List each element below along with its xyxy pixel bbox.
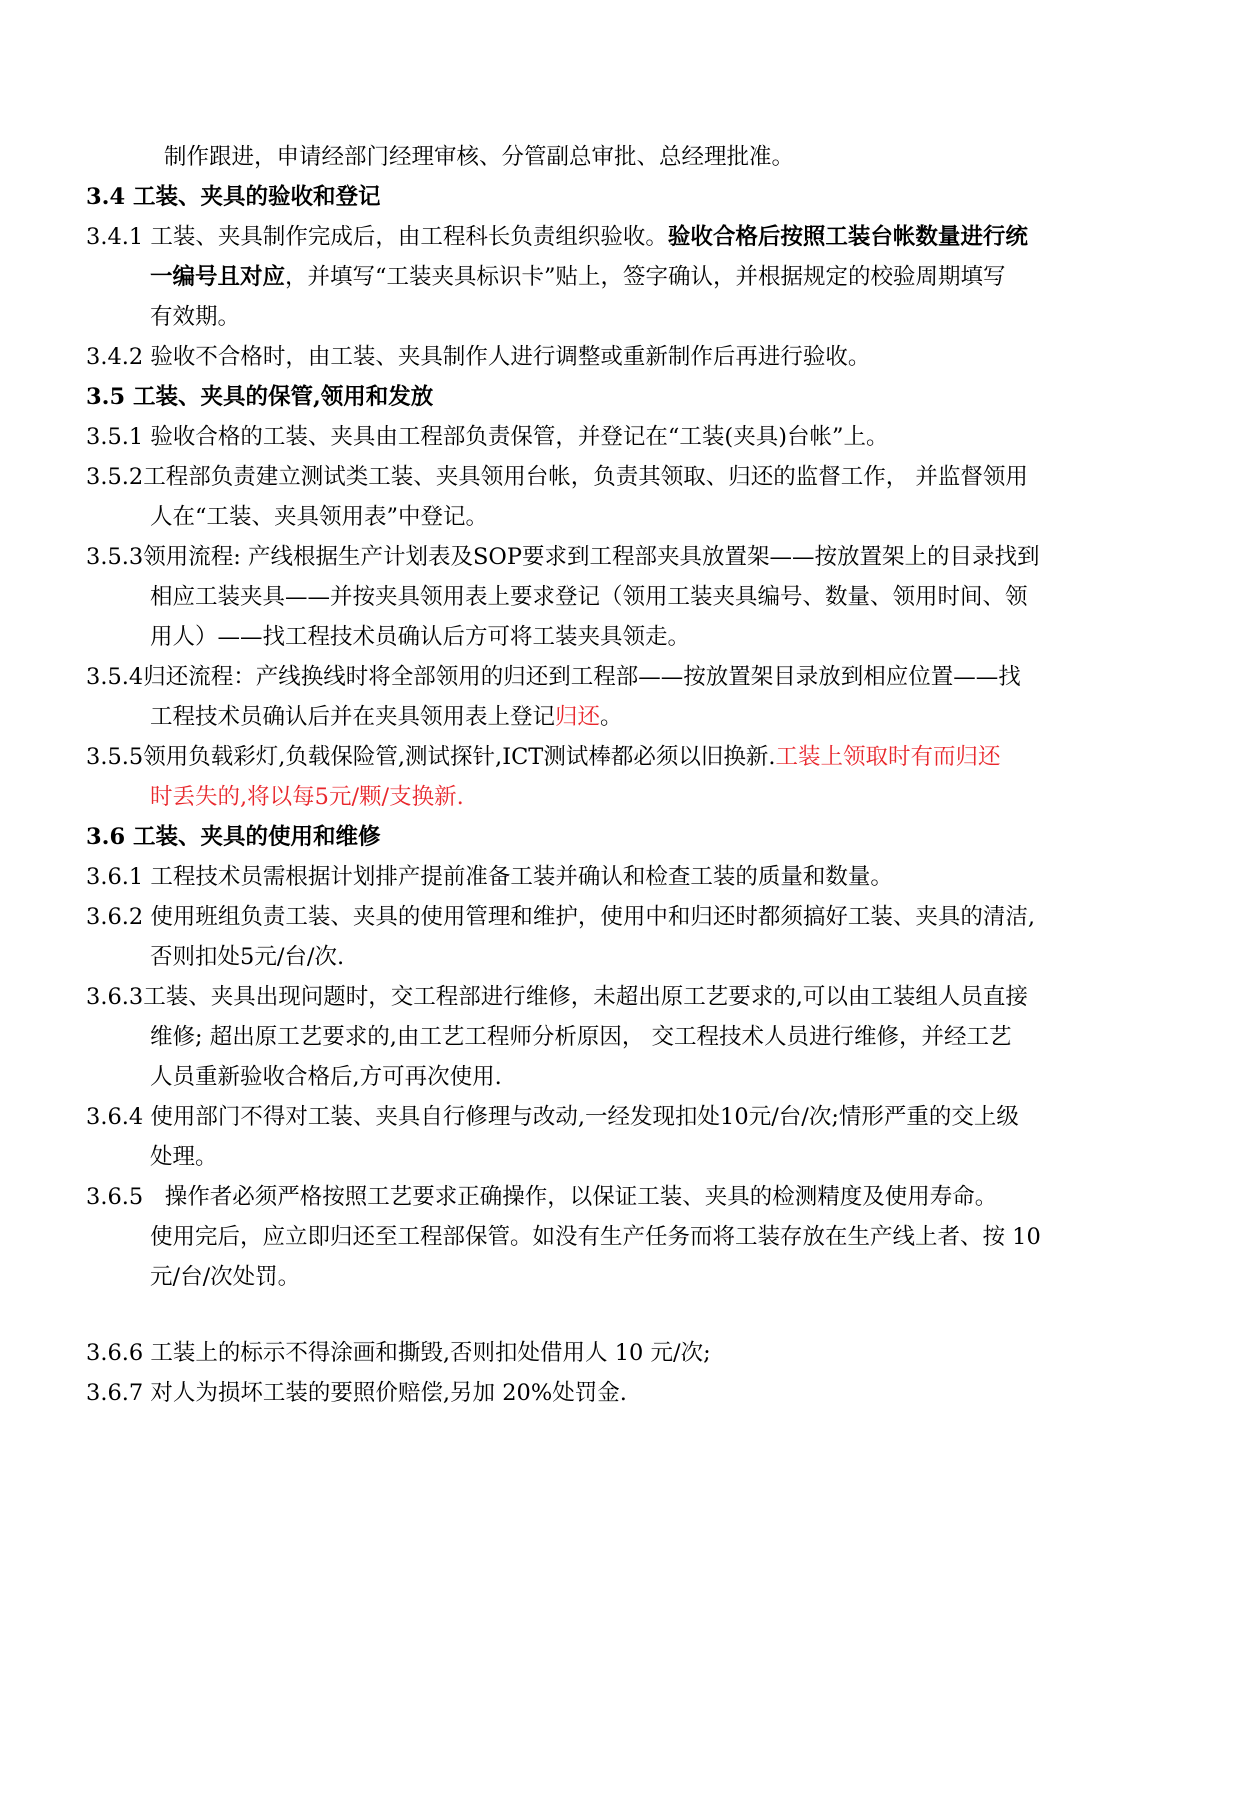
clause-3-5-3-line-3: 用人）——找工程技术员确认后方可将工装夹具领走。 [150, 624, 691, 650]
clause-text: 工装上的标示不得涂画和撕毁,否则扣处借用人 10 元/次; [150, 1340, 711, 1366]
intro-continuation: 制作跟进，申请经部门经理审核、分管副总审批、总经理批准。 [164, 144, 795, 170]
clause-3-5-5-line-1 [86, 742, 1001, 772]
clause-text: 工程技术员需根据计划排产提前准备工装并确认和检查工装的质量和数量。 [150, 864, 893, 890]
clause-3-6-2-line-2: 否则扣处5元/台/次. [150, 944, 345, 970]
clause-text: 验收合格的工装、夹具由工程部负责保管，并登记在“工装(夹具)台帐”上。 [150, 424, 889, 450]
clause-3-6-5-line-2: 使用完后，应立即归还至工程部保管。如没有生产任务而将工装存放在生产线上者、按 10 [150, 1224, 1041, 1250]
clause-text: 使用班组负责工装、夹具的使用管理和维护，使用中和归还时都须搞好工装、夹具的清洁, [150, 904, 1036, 930]
clause-3-4-2 [86, 342, 870, 372]
clause-3-6-3-line-1 [86, 982, 1028, 1012]
clause-3-6-1 [86, 862, 893, 892]
clause-3-5-4-line-1 [86, 662, 1021, 692]
clause-3-6-7 [86, 1378, 627, 1408]
clause-3-6-2-line-1 [86, 902, 1035, 932]
clause-3-5-5-line-2: 时丢失的,将以每5元/颗/支换新. [150, 784, 464, 810]
clause-red-text: 归还 [555, 704, 601, 730]
clause-3-4-1-line-1 [86, 222, 1028, 252]
clause-3-6-5-line-3: 元/台/次处罚。 [150, 1264, 301, 1290]
clause-3-6-6 [86, 1338, 711, 1368]
clause-red-text: 工装上领取时有而归还 [775, 744, 1001, 770]
section-heading-3-4: 3.4 工装、夹具的验收和登记 [86, 184, 381, 210]
clause-text: 归还流程：产线换线时将全部领用的归还到工程部——按放置架目录放到相应位置——找 [143, 664, 1021, 690]
section-heading-3-6: 3.6 工装、夹具的使用和维修 [86, 824, 381, 850]
clause-3-6-4-line-1 [86, 1102, 1019, 1132]
clause-text: 工程部负责建立测试类工装、夹具领用台帐，负责其领取、归还的监督工作， 并监督领用 [143, 464, 1028, 490]
clause-number: 3.6.4 [86, 1104, 144, 1130]
clause-text: 。 [600, 704, 623, 730]
clause-text: 工程技术员确认后并在夹具领用表上登记 [150, 704, 556, 730]
clause-number: 3.6.2 [86, 904, 144, 930]
clause-3-6-3-line-2: 维修; 超出原工艺要求的,由工艺工程师分析原因， 交工程技术人员进行维修，并经工艺 [150, 1024, 1012, 1050]
clause-number: 3.6.5 [86, 1184, 144, 1210]
clause-bold-text: 验收合格后按照工装台帐数量进行统 [667, 224, 1028, 250]
clause-3-5-1 [86, 422, 888, 452]
clause-text: 使用部门不得对工装、夹具自行修理与改动,一经发现扣处10元/台/次;情形严重的交上级 [150, 1104, 1019, 1130]
clause-number: 3.6.7 [86, 1380, 144, 1406]
clause-3-6-5-line-1 [86, 1182, 997, 1212]
clause-3-4-1-line-3: 有效期。 [150, 304, 241, 330]
clause-text: 工装、夹具制作完成后，由工程科长负责组织验收。 [150, 224, 668, 250]
clause-text: 对人为损坏工装的要照价赔偿,另加 20%处罚金. [150, 1380, 627, 1406]
clause-3-5-3-line-1 [86, 542, 1039, 572]
clause-3-5-2-line-1 [86, 462, 1028, 492]
clause-text: 领用流程: 产线根据生产计划表及SOP要求到工程部夹具放置架——按放置架上的目录找到 [143, 544, 1040, 570]
clause-number: 3.5.4 [86, 664, 144, 690]
clause-text: 领用负载彩灯,负载保险管,测试探针,ICT测试棒都必须以旧换新. [143, 744, 776, 770]
clause-text: ，并填写“工装夹具标识卡”贴上，签字确认，并根据规定的校验周期填写 [285, 264, 1006, 290]
clause-3-4-1-line-2 [150, 262, 1006, 292]
clause-number: 3.6.3 [86, 984, 144, 1010]
clause-number: 3.5.2 [86, 464, 144, 490]
clause-number: 3.6.6 [86, 1340, 144, 1366]
clause-text: 工装、夹具出现问题时，交工程部进行维修，未超出原工艺要求的,可以由工装组人员直接 [143, 984, 1028, 1010]
clause-number: 3.5.3 [86, 544, 144, 570]
clause-3-6-3-line-3: 人员重新验收合格后,方可再次使用. [150, 1064, 502, 1090]
clause-3-5-4-line-2 [150, 702, 623, 732]
clause-number: 3.5.1 [86, 424, 144, 450]
clause-3-5-2-line-2: 人在“工装、夹具领用表”中登记。 [150, 504, 489, 530]
clause-number: 3.4.1 [86, 224, 144, 250]
clause-number: 3.6.1 [86, 864, 144, 890]
section-heading-3-5: 3.5 工装、夹具的保管,领用和发放 [86, 384, 434, 410]
clause-3-5-3-line-2: 相应工装夹具——并按夹具领用表上要求登记（领用工装夹具编号、数量、领用时间、领 [150, 584, 1028, 610]
clause-bold-text: 一编号且对应 [150, 264, 286, 290]
clause-text: 操作者必须严格按照工艺要求正确操作，以保证工装、夹具的检测精度及使用寿命。 [164, 1184, 998, 1210]
clause-number: 3.5.5 [86, 744, 144, 770]
clause-3-6-4-line-2: 处理。 [150, 1144, 218, 1170]
clause-text: 验收不合格时，由工装、夹具制作人进行调整或重新制作后再进行验收。 [150, 344, 871, 370]
clause-number: 3.4.2 [86, 344, 144, 370]
